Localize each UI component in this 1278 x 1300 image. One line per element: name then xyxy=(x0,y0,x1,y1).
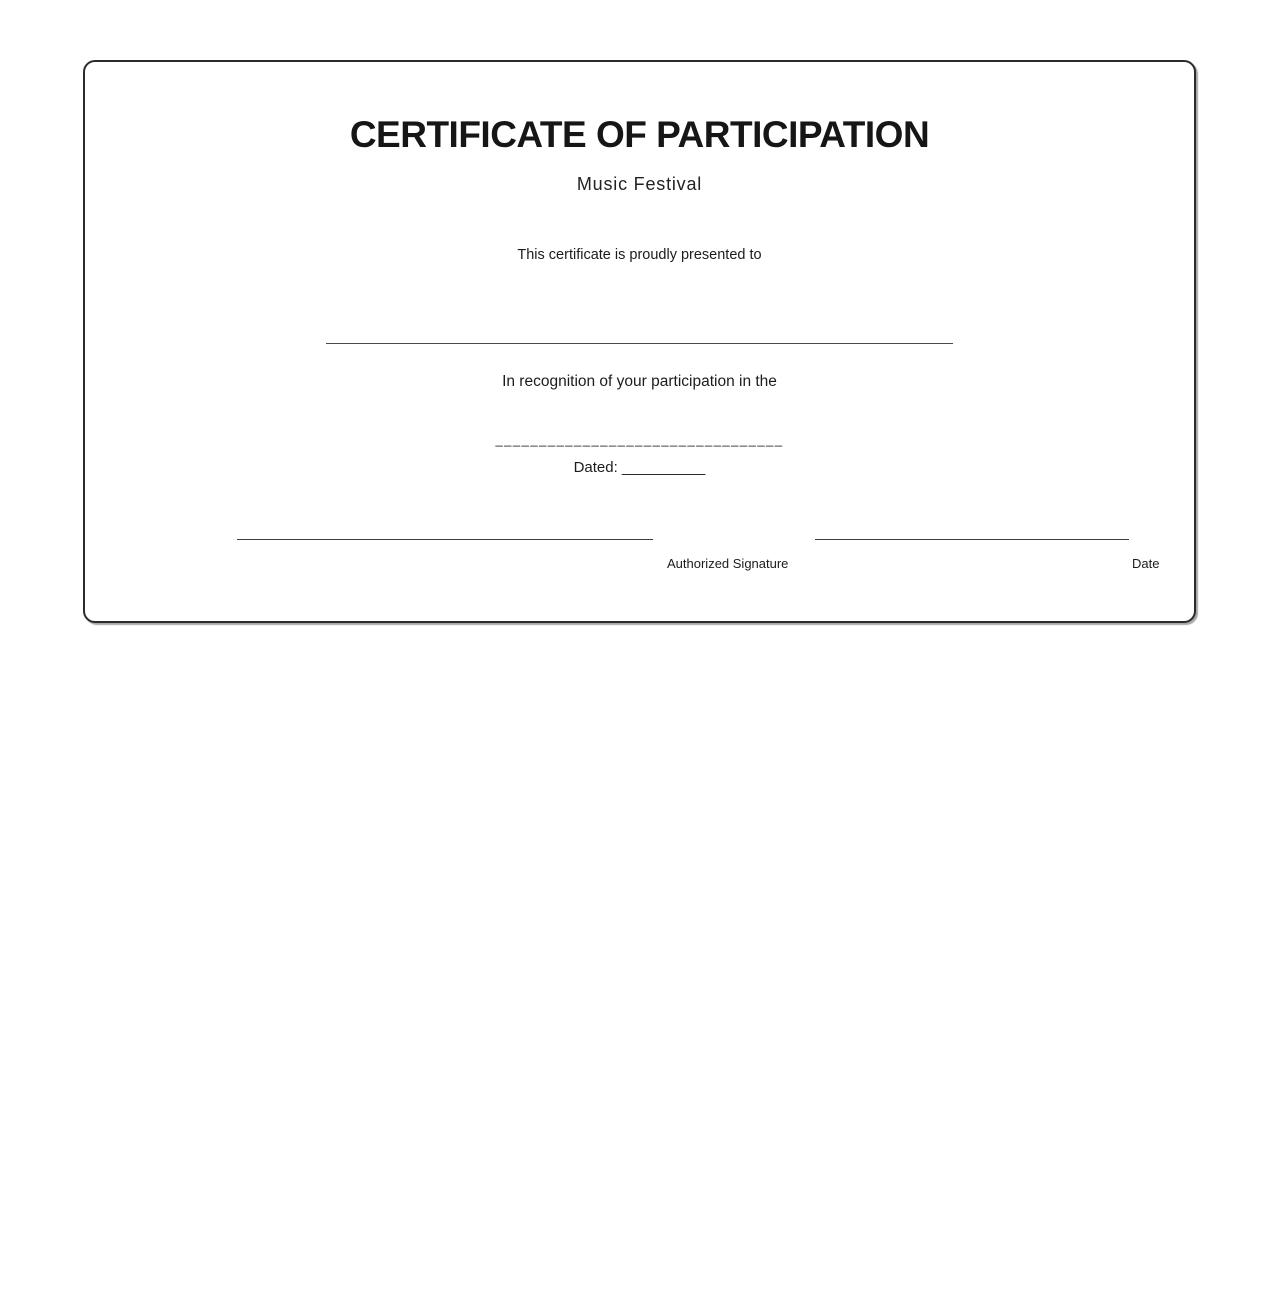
presented-to-text: This certificate is proudly presented to xyxy=(517,247,762,263)
date-label: Date xyxy=(1132,556,1160,571)
date-blank-line xyxy=(815,539,1129,540)
certificate-title: CERTIFICATE OF PARTICIPATION xyxy=(349,114,930,155)
authorized-signature-blank-line xyxy=(237,539,653,540)
event-name-blank-line: _________________________________ xyxy=(495,432,784,447)
dated-label: Dated: xyxy=(573,459,618,476)
authorized-signature-label: Authorized Signature xyxy=(667,556,789,571)
dated-row xyxy=(85,457,1194,479)
recipient-name-blank-line xyxy=(326,343,953,344)
recognition-text: In recognition of your participation in the xyxy=(502,373,777,390)
dated-blank-line: __________ xyxy=(621,459,706,476)
certificate-card xyxy=(83,60,1196,623)
certificate-subtitle: Music Festival xyxy=(576,174,703,194)
